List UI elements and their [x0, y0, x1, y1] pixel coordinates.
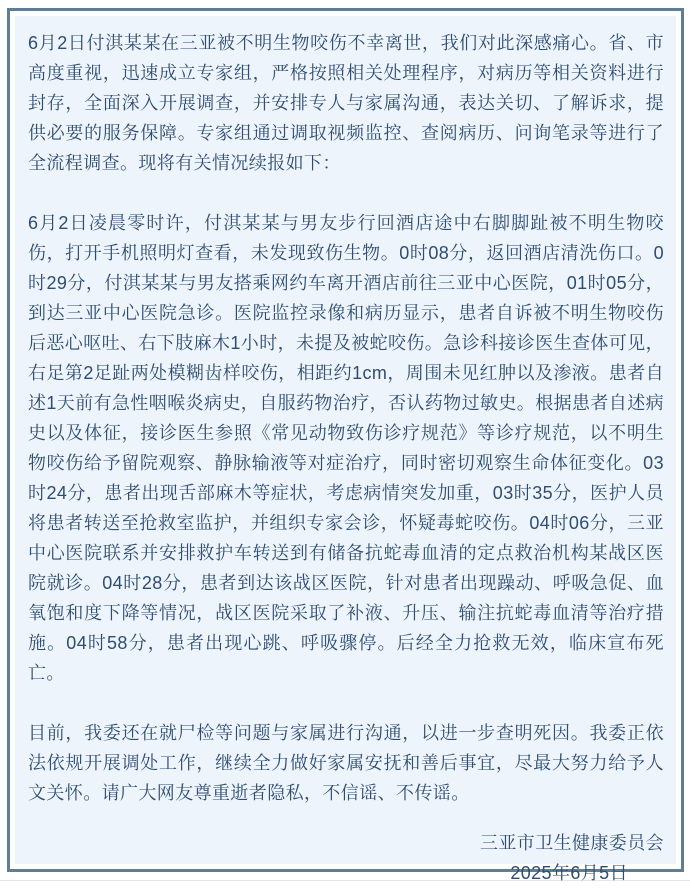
- notice-paragraph-intro: 6月2日付淇某某在三亚被不明生物咬伤不幸离世，我们对此深感痛心。省、市高度重视，迅速成立专家组，严格按照相关处理程序，对病历等相关资料进行封存，全面深入开展调查，并安排专人与家属沟通，表达关切、了解诉求，提供必要的服务保障。专家组通过调取视频监控、查阅病历、问询笔录等进行了全流程调查。现将有关情况续报如下：: [28, 33, 664, 173]
- notice-paragraph-timeline: 6月2日凌晨零时许，付淇某某与男友步行回酒店途中右脚脚趾被不明生物咬伤，打开手机照明灯查看，未发现致伤生物。0时08分，返回酒店清洗伤口。0时29分，付淇某某与男友搭乘网约车离开酒店前往三亚中心医院，01时05分，到达三亚中心医院急诊。医院监控录像和病历显示，患者自诉被不明生物咬伤后恶心呕吐、右下肢麻木1小时，未提及被蛇咬伤。急诊科接诊医生查体可见，右足第2足趾两处模糊齿样咬伤，相距约1cm，周围未见红肿以及渗液。患者自述1天前有急性咽喉炎病史，自服药物治疗，否认药物过敏史。根据患者自述病史以及体征，接诊医生参照《常见动物致伤诊疗规范》等诊疗规范，以不明生物咬伤给予留院观察、静脉输液等对症治疗，同时密切观察生命体征变化。03时24分，患者出现舌部麻木等症状，考虑病情突发加重，03时35分，医护人员将患者转送至抢救室监护，并组织专家会诊，怀疑毒蛇咬伤。04时06分，三亚中心医院联系并安排救护车转送到有储备抗蛇毒血清的定点救治机构某战区医院就诊。04时28分，患者到达该战区医院，针对患者出现躁动、呼吸急促、血氧饱和度下降等情况，战区医院采取了补液、升压、输注抗蛇毒血清等治疗措施。04时58分，患者出现心跳、呼吸骤停。后经全力抢救无效，临床宣布死亡。: [28, 213, 665, 683]
- notice-frame: [7, 8, 684, 883]
- notice-paragraph-closing: 目前，我委还在就尸检等问题与家属进行沟通，以进一步查明死因。我委正依法依规开展调处工作，继续全力做好家属安抚和善后事宜，尽最大努力给予人文关怀。请广大网友尊重逝者隐私，不信谣、不传谣。: [28, 723, 664, 803]
- signature-block: [28, 828, 664, 888]
- signature-organization: 三亚市卫生健康委员会: [480, 833, 664, 853]
- signature-date: 2025年6月5日: [510, 863, 628, 883]
- notice-panel: [15, 16, 676, 883]
